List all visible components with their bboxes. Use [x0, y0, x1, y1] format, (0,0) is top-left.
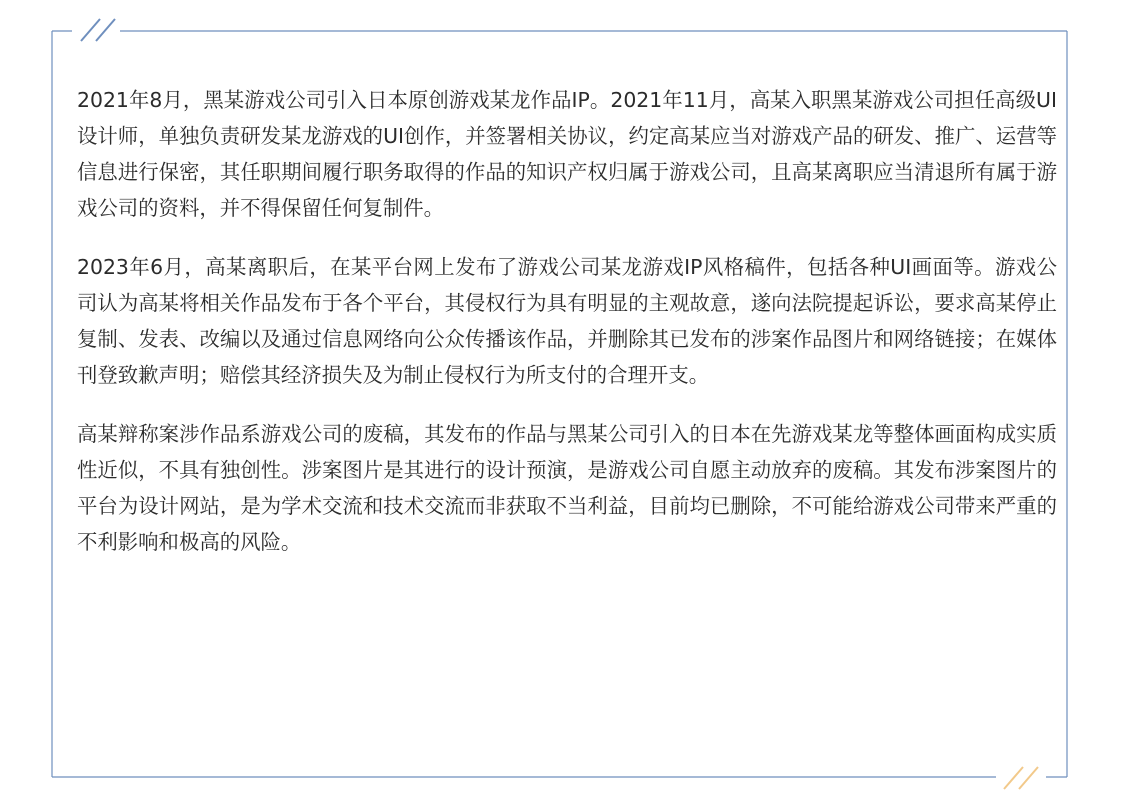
- slash-mark-bottom-2: [1019, 767, 1038, 789]
- slash-mark-bottom-1: [1004, 767, 1023, 789]
- article-body: [77, 82, 1057, 583]
- slash-mark-top-2: [96, 19, 115, 41]
- slash-mark-top-1: [81, 19, 100, 41]
- paragraph-3: 高某辩称案涉作品系游戏公司的废稿，其发布的作品与黑某公司引入的日本在先游戏某龙等整体画面构成实质性近似，不具有独创性。涉案图片是其进行的设计预演，是游戏公司自愿主动放弃的废稿。其发布涉案图片的平台为设计网站，是为学术交流和技术交流而非获取不当利益，目前均已删除，不可能给游戏公司带来严重的不利影响和极高的风险。: [77, 422, 1057, 554]
- paragraph-1: 2021年8月，黑某游戏公司引入日本原创游戏某龙作品IP。2021年11月，高某入职黑某游戏公司担任高级UI设计师，单独负责研发某龙游戏的UI创作，并签署相关协议，约定高某应当对游戏产品的研发、推广、运营等信息进行保密，其任职期间履行职务取得的作品的知识产权归属于游戏公司，且高某离职应当清退所有属于游戏公司的资料，并不得保留任何复制件。: [77, 88, 1057, 220]
- paragraph-2: 2023年6月，高某离职后，在某平台网上发布了游戏公司某龙游戏IP风格稿件，包括各种UI画面等。游戏公司认为高某将相关作品发布于各个平台，其侵权行为具有明显的主观故意，遂向法院提起诉讼，要求高某停止复制、发表、改编以及通过信息网络向公众传播该作品，并删除其已发布的涉案作品图片和网络链接；在媒体刊登致歉声明；赔偿其经济损失及为制止侵权行为所支付的合理开支。: [77, 255, 1057, 387]
